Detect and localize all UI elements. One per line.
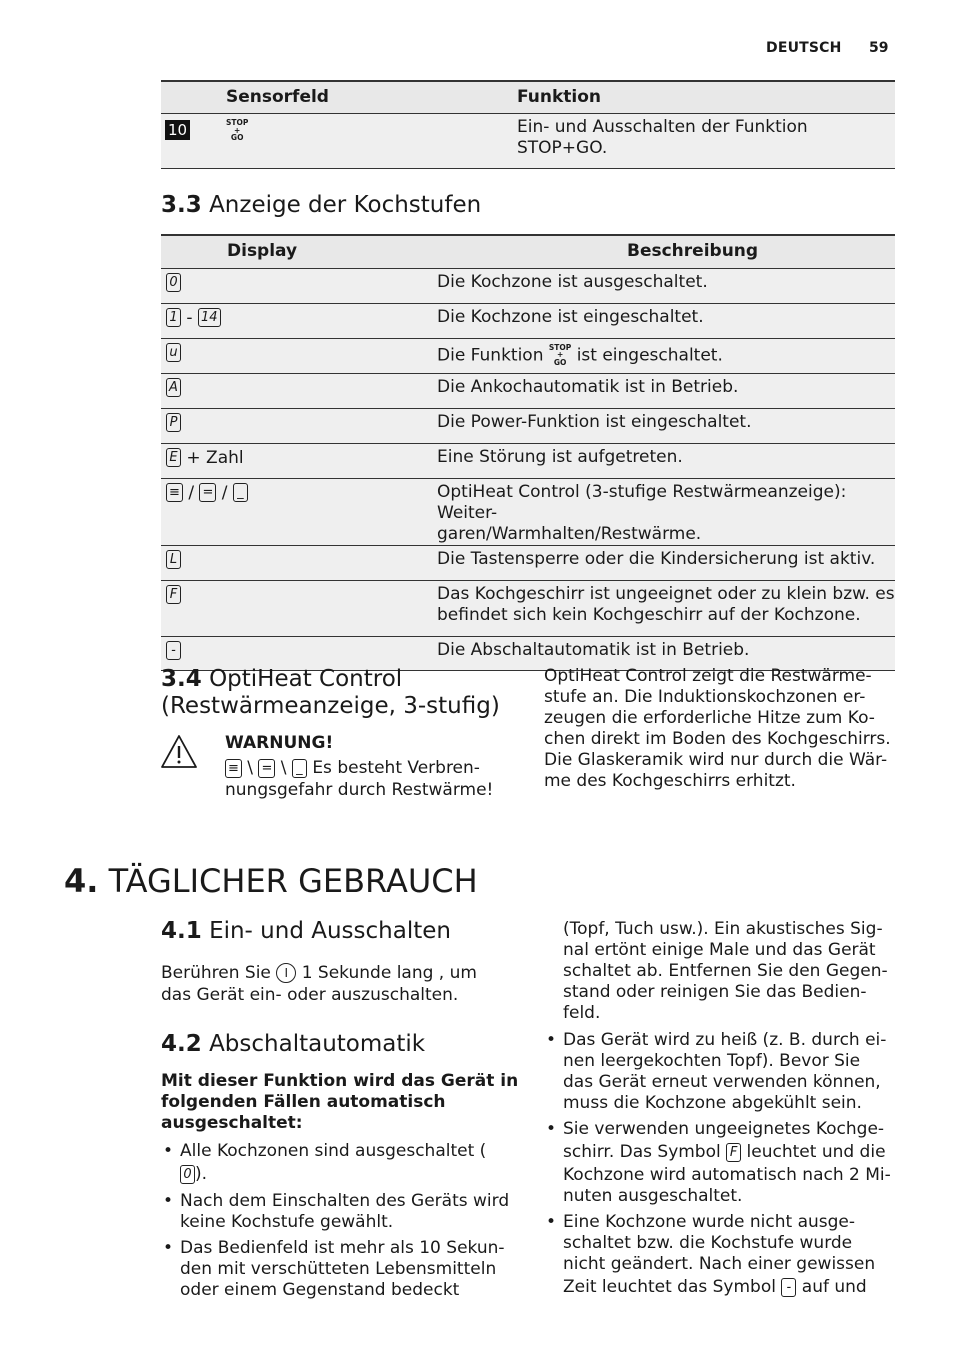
warning-text: ≡ \ = \ _ Es besteht Verbren- nungsgefahr durch Restwärme! — [225, 758, 494, 800]
right-bullet-list — [544, 1030, 904, 1305]
section-heading-4-2: 4.2 Abschaltautomatik — [161, 1031, 426, 1057]
display-symbol: 14 — [198, 308, 221, 327]
table-row: - Die Abschaltautomatik ist in Betrieb. — [161, 636, 895, 670]
display-symbol: F — [166, 585, 181, 604]
list-item: • Eine Kochzone wurde nicht ausge- schaltet bzw. die Kochstufe wurde nicht geändert. Nach einer gewissen Zeit leuchtet das Symbol - auf und — [544, 1212, 904, 1300]
power-icon: I — [276, 963, 296, 983]
language-label: DEUTSCH — [766, 40, 842, 56]
col-header-sensorfeld: Sensorfeld — [226, 81, 517, 114]
section-heading-4-1: 4.1 Ein- und Ausschalten — [161, 918, 451, 944]
display-symbol: _ — [233, 483, 248, 502]
table-row: L Die Tastensperre oder die Kindersicherung ist aktiv. — [161, 545, 895, 580]
col-header-funktion: Funktion — [517, 81, 895, 114]
page-number: 59 — [869, 40, 889, 56]
sensor-table — [161, 80, 895, 169]
stop-go-icon: STOP + GO — [226, 118, 249, 142]
table-row: 1 - 14 Die Kochzone ist eingeschaltet. — [161, 303, 895, 338]
warning-label: WARNUNG! — [225, 733, 334, 753]
col-header-display: Display — [161, 235, 437, 268]
display-symbol: E — [166, 448, 181, 467]
display-symbol: 0 — [180, 1165, 195, 1184]
display-symbol: A — [166, 378, 181, 397]
display-symbol: = — [199, 483, 216, 502]
display-symbol: L — [166, 550, 181, 569]
table-row: P Die Power-Funktion ist eingeschaltet. — [161, 408, 895, 443]
display-symbol: 1 — [166, 308, 181, 327]
table-row: 0 Die Kochzone ist ausgeschaltet. — [161, 268, 895, 303]
display-table — [161, 234, 895, 671]
optiheat-description: OptiHeat Control zeigt die Restwärme- stufe an. Die Induktionskochzonen er- zeugen die erforderliche Hitze zum Ko- chen direkt im Boden des Kochgeschirrs. Die Glaskeramik wird nur durch die Wär- me des Kochgeschirrs erhitzt. — [544, 666, 891, 791]
left-bullet-list — [161, 1140, 521, 1306]
table-row: F Das Kochgeschirr ist ungeeignet oder zu klein bzw. es befindet sich kein Kochgeschirr auf der Kochzone. — [161, 580, 895, 636]
col-header-beschreibung: Beschreibung — [437, 235, 895, 268]
display-symbol: - — [781, 1278, 796, 1297]
display-symbol: ≡ — [225, 759, 242, 778]
table-row: E + Zahl Eine Störung ist aufgetreten. — [161, 443, 895, 478]
display-symbol: u — [166, 343, 181, 362]
warning-triangle-icon — [160, 734, 198, 770]
list-item: • Sie verwenden ungeeignetes Kochge- schirr. Das Symbol F leuchtet und die Kochzone wird automatisch nach 2 Mi- nuten ausgeschaltet. — [544, 1119, 904, 1207]
table-row: ≡ / = / _ OptiHeat Control (3-stufige Restwärmeanzeige): Weiter- garen/Warmhalten/Restwärme. — [161, 478, 895, 545]
stop-go-icon: STOP + GO — [548, 342, 572, 367]
display-symbol: - — [166, 641, 181, 660]
section-4-2-intro: Mit dieser Funktion wird das Gerät in folgenden Fällen automatisch ausgeschaltet: — [161, 1071, 519, 1133]
list-item: • Das Bedienfeld ist mehr als 10 Sekun- den mit verschütteten Lebensmitteln oder einem Gegenstand bedeckt — [161, 1238, 521, 1301]
function-text: Ein- und Ausschalten der Funktion — [517, 117, 808, 137]
display-symbol: 0 — [166, 273, 181, 292]
display-symbol: P — [166, 413, 181, 432]
list-item: • Nach dem Einschalten des Geräts wird keine Kochstufe gewählt. — [161, 1191, 521, 1233]
list-item: • Das Gerät wird zu heiß (z. B. durch ei- nen leergekochten Topf). Bevor Sie das Gerät erneut verwenden können, muss die Kochzone abgekühlt sein. — [544, 1030, 904, 1114]
section-heading-3-4: 3.4 OptiHeat Control (Restwärmeanzeige, 3-stufig) — [161, 666, 500, 719]
section-heading-3-3: 3.3 Anzeige der Kochstufen — [161, 192, 482, 218]
table-row: u Die Funktion STOP + GO ist eingeschaltet. — [161, 338, 895, 373]
right-continuation-text: (Topf, Tuch usw.). Ein akustisches Sig- nal ertönt einige Male und das Gerät schaltet ab. Entfernen Sie den Gegen- stand oder reinigen Sie das Bedien- feld. — [563, 919, 888, 1023]
display-symbol: ≡ — [166, 483, 183, 502]
display-symbol: F — [726, 1143, 741, 1162]
chapter-title: 4. TÄGLICHER GEBRAUCH — [64, 862, 478, 900]
table-row: 10 STOP + GO Ein- und Ausschalten der Funktion STOP+GO. — [161, 114, 895, 169]
sensor-number-badge: 10 — [165, 120, 190, 140]
table-row: A Die Ankochautomatik ist in Betrieb. — [161, 373, 895, 408]
display-symbol: _ — [292, 759, 307, 778]
list-item: • Alle Kochzonen sind ausgeschaltet ( 0 ). — [161, 1140, 521, 1186]
display-symbol: = — [258, 759, 275, 778]
section-4-1-text: Berühren Sie I 1 Sekunde lang , um das Gerät ein- oder auszuschalten. — [161, 963, 477, 1005]
